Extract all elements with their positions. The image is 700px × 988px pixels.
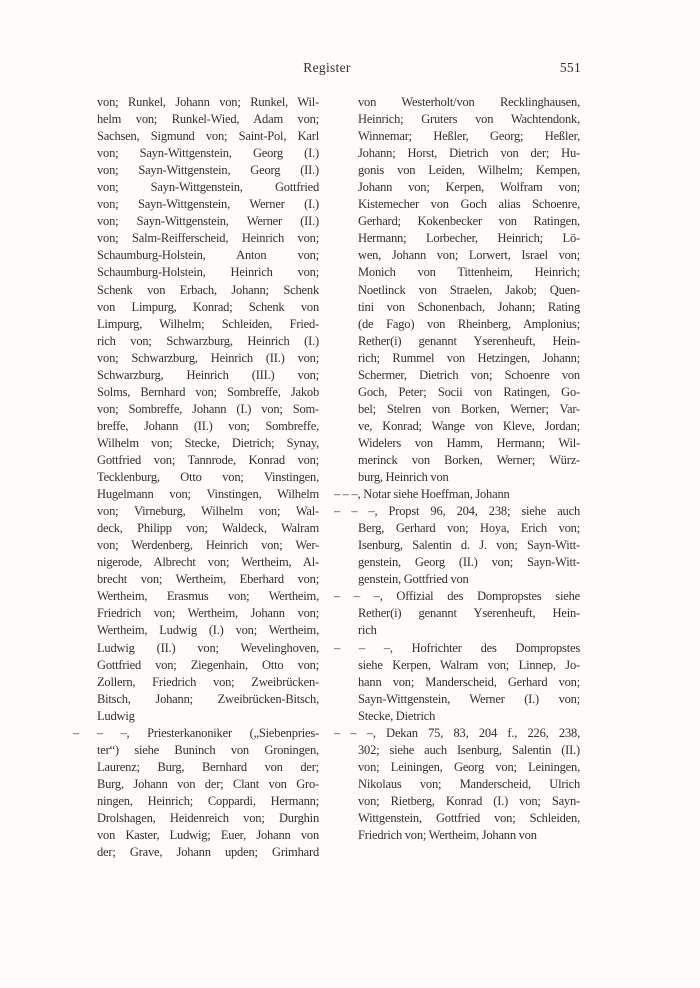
index-line: (de Fago) von Rheinberg, Amplonius; (358, 316, 580, 331)
index-line: Bitsch, Johann; Zweibrücken-Bitsch, (97, 691, 319, 706)
index-line: Isenburg, Salentin d. J. von; Sayn-Witt- (358, 538, 580, 553)
index-line: von; Virneburg, Wilhelm von; Wal- (97, 504, 319, 519)
page-number: 551 (559, 60, 581, 75)
index-line: Johann; Horst, Dietrich von der; Hu- (358, 146, 580, 161)
index-line: Winnemar; Heßler, Georg; Heßler, (358, 129, 580, 144)
index-line: von; Salm-Reifferscheid, Heinrich von; (97, 231, 319, 246)
index-line: – – –, Notar siehe Hoeffman, Johann (334, 487, 510, 502)
index-line: Monich von Tittenheim, Heinrich; (358, 265, 580, 280)
index-line: Rether(i) genannt Yserenheuft, Hein- (358, 333, 580, 348)
index-line: ve, Konrad; Wange von Kleve, Jordan; (358, 418, 580, 433)
index-line: Limpurg, Wilhelm; Schleiden, Fried- (97, 316, 319, 331)
index-line: Wertheim, Erasmus von; Wertheim, (97, 589, 319, 604)
index-line: von Kaster, Ludwig; Euer, Johann von (97, 828, 319, 843)
index-line: der; Grave, Johann upden; Grimhard (97, 845, 319, 860)
register-text-block (73, 94, 581, 861)
index-line: Stecke, Dietrich (358, 708, 436, 723)
index-line: Schenk von Erbach, Johann; Schenk (97, 282, 319, 297)
index-line: helm von; Runkel-Wied, Adam von; (97, 112, 319, 127)
index-line: Hermann; Lorbecher, Heinrich; Lö- (358, 231, 580, 246)
index-line: von; Runkel, Johann von; Runkel, Wil- (97, 95, 319, 109)
index-line: Schaumburg-Holstein, Anton von; (97, 248, 319, 263)
index-line: Gottfried von; Tannrode, Konrad von; (97, 452, 319, 467)
index-line: Goch, Peter; Socii von Ratingen, Go- (358, 384, 580, 399)
index-line: Nikolaus von; Manderscheid, Ulrich (358, 776, 580, 791)
index-line: von; Sayn-Wittgenstein, Georg (II.) (97, 163, 319, 178)
index-line: – – –, Offizial des Dompropstes siehe (334, 589, 580, 604)
index-line: von; Sayn-Wittgenstein, Georg (I.) (97, 146, 319, 161)
index-line: Wilhelm von; Stecke, Dietrich; Synay, (97, 435, 319, 450)
index-line: Schwarzburg, Heinrich (III.) von; (97, 367, 319, 382)
index-line: rich (358, 623, 377, 638)
index-line: von; Sayn-Wittgenstein, Werner (II.) (97, 214, 319, 229)
index-line: deck, Philipp von; Waldeck, Walram (97, 521, 319, 536)
index-line: 302; siehe auch Isenburg, Salentin (II.) (358, 742, 580, 757)
index-line: Gerhard; Kokenbecker von Ratingen, (358, 214, 580, 229)
index-line: Schaumburg-Holstein, Heinrich von; (97, 265, 319, 280)
index-line: Laurenz; Burg, Bernhard von der; (97, 759, 319, 774)
index-line: Tecklenburg, Otto von; Vinstingen, (97, 470, 319, 485)
index-line: burg, Heinrich von (358, 470, 449, 485)
index-line: Friedrich von; Wertheim, Johann von; (97, 606, 319, 621)
index-line: siehe Kerpen, Walram von; Linnep, Jo- (358, 657, 580, 672)
index-line: merinck von Borken, Werner; Würz- (358, 452, 580, 467)
index-line: Ludwig (97, 708, 135, 723)
index-line: Drolshagen, Heidenreich von; Durghin (97, 810, 319, 825)
index-line: Widelers von Hamm, Hermann; Wil- (358, 435, 580, 450)
index-line: rich; Rummel von Hetzingen, Johann; (358, 350, 580, 365)
index-line: ter“) siehe Buninch von Groningen, (97, 742, 319, 757)
index-line: Sayn-Wittgenstein, Werner (I.) von; (358, 691, 580, 706)
index-line: wen, Johann von; Lorwert, Israel von; (358, 248, 580, 263)
running-title: Register (303, 60, 351, 75)
index-line: von; Schwarzburg, Heinrich (II.) von; (97, 350, 319, 365)
index-line: von; Werdenberg, Heinrich von; Wer- (97, 538, 319, 553)
index-line: genstein, Gottfried von (358, 572, 469, 587)
index-line: hann von; Manderscheid, Gerhard von; (358, 674, 580, 689)
index-column-left (73, 94, 319, 861)
index-line: gonis von Leiden, Wilhelm; Kempen, (358, 163, 580, 178)
index-line: Rether(i) genannt Yserenheuft, Hein- (358, 606, 580, 621)
index-line: Wittgenstein, Gottfried von; Schleiden, (358, 810, 580, 825)
index-line: von; Sombreffe, Johann (I.) von; Som- (97, 401, 319, 416)
index-line: von; Sayn-Wittgenstein, Gottfried (97, 180, 319, 195)
index-line: breffe, Johann (II.) von; Sombreffe, (97, 418, 319, 433)
index-line: Schermer, Dietrich von; Schoenre von (358, 367, 580, 382)
index-line: Burg, Johann von der; Clant von Gro- (97, 776, 319, 791)
index-column-right (334, 94, 580, 861)
index-line: brecht von; Wertheim, Eberhard von; (97, 572, 319, 587)
index-line: tini von Schonenbach, Johann; Rating (358, 299, 580, 314)
index-line: rich von; Schwarzburg, Heinrich (I.) (97, 333, 319, 348)
index-line: Kistemecher von Goch alias Schoenre, (358, 197, 580, 212)
index-line: Sachsen, Sigmund von; Saint-Pol, Karl (97, 129, 319, 144)
index-line: von; Rietberg, Konrad (I.) von; Sayn- (358, 793, 580, 808)
index-line: Solms, Bernhard von; Sombreffe, Jakob (97, 384, 319, 399)
index-line: von Westerholt/von Recklinghausen, (358, 95, 580, 109)
index-line: Friedrich von; Wertheim, Johann von (358, 828, 537, 843)
index-line: Hugelmann von; Vinstingen, Wilhelm (97, 487, 319, 502)
index-line: Heinrich; Gruters von Wachtendonk, (358, 112, 580, 127)
index-line: – – –, Hofrichter des Dompropstes (334, 640, 580, 655)
index-line: Gottfried von; Ziegenhain, Otto von; (97, 657, 319, 672)
index-line: Johann von; Kerpen, Wolfram von; (358, 180, 580, 195)
index-line: bel; Stelren von Borken, Werner; Var- (358, 401, 580, 416)
index-line: von Limpurg, Konrad; Schenk von (97, 299, 319, 314)
index-line: ningen, Heinrich; Coppardi, Hermann; (97, 793, 319, 808)
index-line: von; Sayn-Wittgenstein, Werner (I.) (97, 197, 319, 212)
index-line: genstein, Georg (II.) von; Sayn-Witt- (358, 555, 580, 570)
index-line: – – –, Dekan 75, 83, 204 f., 226, 238, (334, 725, 580, 740)
page-header (73, 60, 581, 78)
index-line: Zollern, Friedrich von; Zweibrücken- (97, 674, 319, 689)
index-line: – – –, Priesterkanoniker („Siebenpries- (73, 725, 319, 740)
index-line: Ludwig (II.) von; Wevelinghoven, (97, 640, 319, 655)
index-line: Wertheim, Ludwig (I.) von; Wertheim, (97, 623, 319, 638)
index-line: Noetlinck von Straelen, Jakob; Quen- (358, 282, 580, 297)
index-line: nigerode, Albrecht von; Wertheim, Al- (97, 555, 319, 570)
index-line: Berg, Gerhard von; Hoya, Erich von; (358, 521, 580, 536)
index-line: von; Leiningen, Georg von; Leiningen, (358, 759, 580, 774)
index-line: – – –, Propst 96, 204, 238; siehe auch (334, 504, 580, 519)
